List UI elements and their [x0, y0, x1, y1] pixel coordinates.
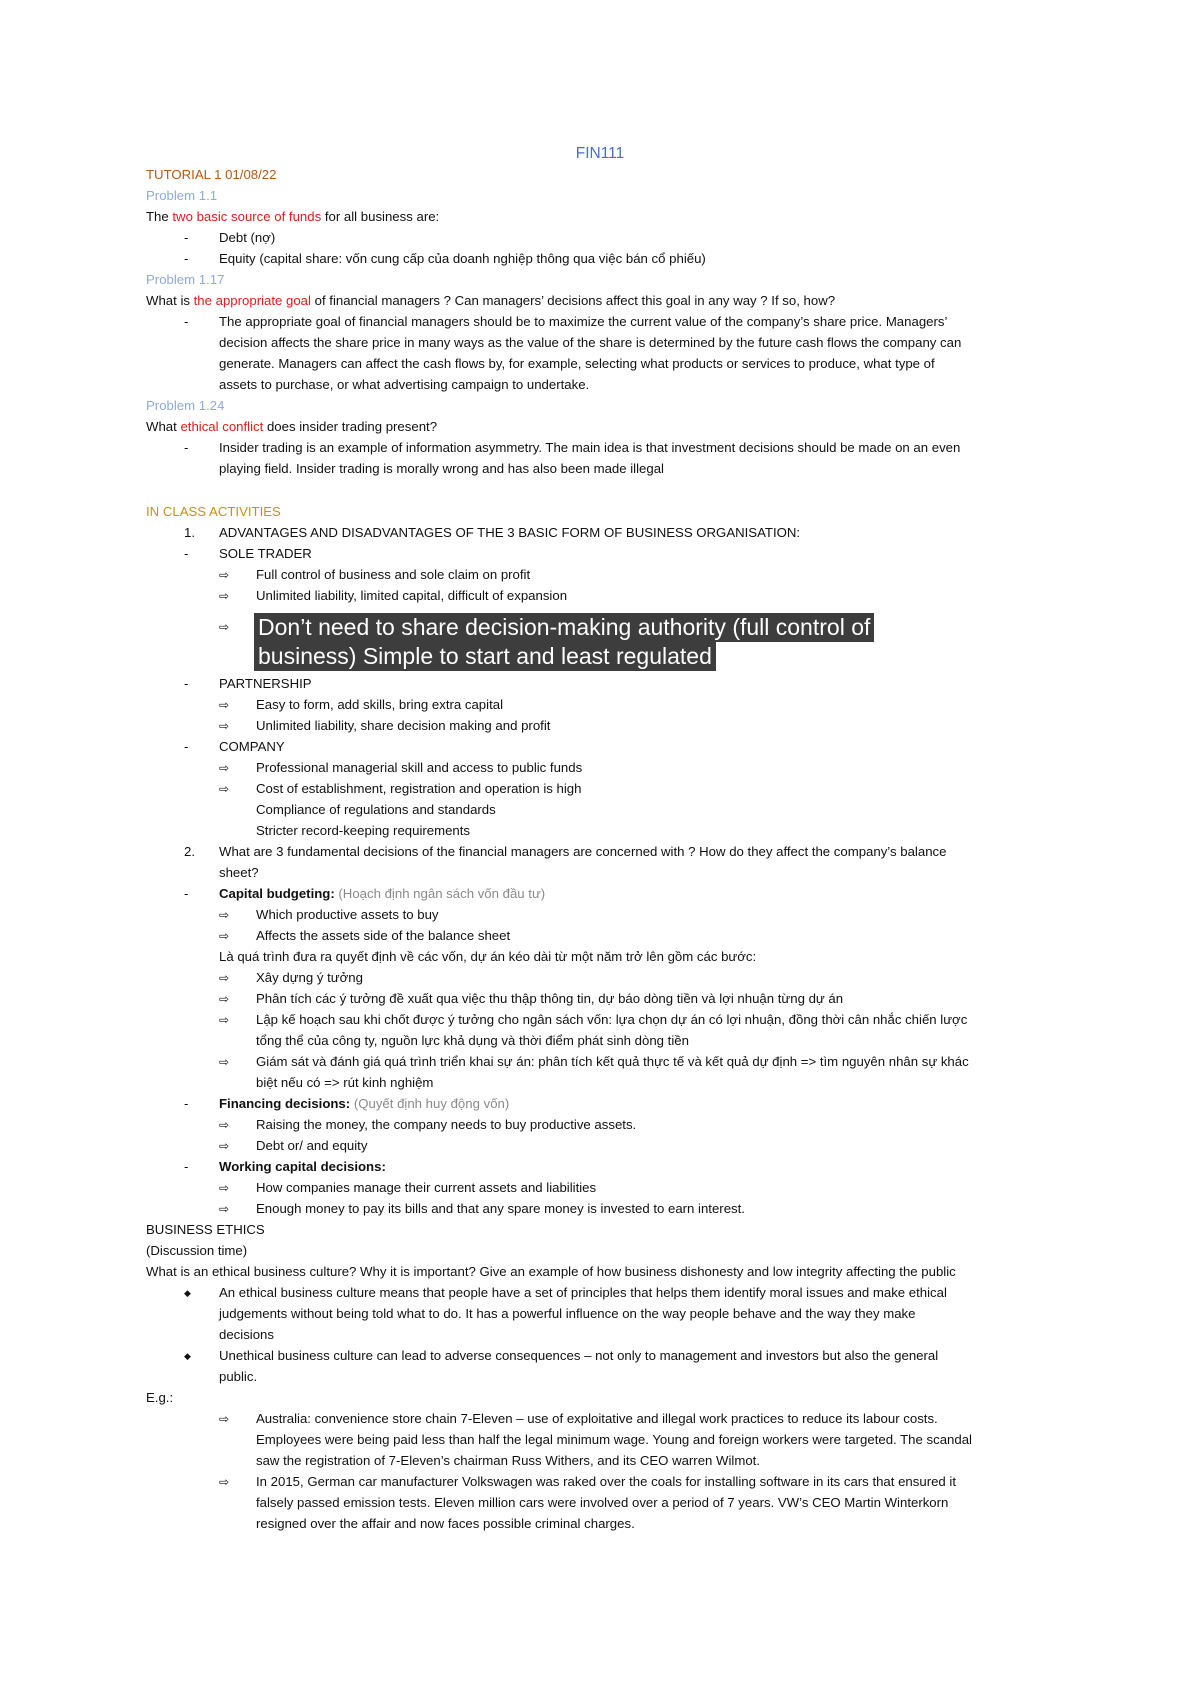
list-number: 2.	[184, 844, 195, 859]
subheading: SOLE TRADER	[219, 546, 312, 561]
problem-question: What is the appropriate goal of financial managers ? Can managers’ decisions affect this goal in any way ? If so, how?	[146, 293, 836, 308]
subheading: COMPANY	[219, 739, 285, 754]
question-line: ADVANTAGES AND DISADVANTAGES OF THE 3 BASIC FORM OF BUSINESS ORGANISATION:	[219, 525, 801, 540]
dash-bullet: -	[184, 1096, 189, 1111]
list-item: Unlimited liability, share decision making and profit	[256, 718, 551, 733]
arrow-bullet-icon: ⇨	[219, 929, 230, 943]
dash-bullet: -	[184, 314, 189, 329]
list-item: Giám sát và đánh giá quá trình triển khai sự án: phân tích kết quả thực tế và kết quả dự định => tìm nguyên nhân sự khác	[256, 1054, 969, 1069]
subheading: PARTNERSHIP	[219, 676, 312, 691]
arrow-bullet-icon: ⇨	[219, 1139, 230, 1153]
arrow-bullet-icon: ⇨	[219, 971, 230, 985]
list-item: Enough money to pay its bills and that any spare money is invested to earn interest.	[256, 1201, 745, 1216]
question-line: What is an ethical business culture? Why it is important? Give an example of how business dishonesty and low integrity affecting the public	[146, 1264, 956, 1279]
list-item: Debt or/ and equity	[256, 1138, 368, 1153]
dash-bullet: -	[184, 886, 189, 901]
example-line: saw the registration of 7-Eleven’s chairman Russ Withers, and its CEO warren Wilmot.	[256, 1453, 760, 1468]
dash-bullet: -	[184, 440, 189, 455]
arrow-bullet-icon: ⇨	[219, 761, 230, 775]
dash-bullet: -	[184, 230, 189, 245]
list-item: Raising the money, the company needs to buy productive assets.	[256, 1117, 637, 1132]
example-line: resigned over the affair and now faces possible criminal charges.	[256, 1516, 635, 1531]
arrow-bullet-icon: ⇨	[219, 1475, 230, 1489]
list-item: Which productive assets to buy	[256, 907, 439, 922]
list-number: 1.	[184, 525, 195, 540]
arrow-bullet-icon: ⇨	[219, 589, 230, 603]
answer-line: Insider trading is an example of information asymmetry. The main idea is that investment decisions should be made on an even	[219, 440, 961, 455]
dash-bullet: -	[184, 739, 189, 754]
problem-heading: Problem 1.17	[146, 272, 225, 287]
question-line: What are 3 fundamental decisions of the financial managers are concerned with ? How do they affect the company’s balance	[219, 844, 947, 859]
answer-line: assets to purchase, or what advertising campaign to undertake.	[219, 377, 590, 392]
list-item: tổng thể của công ty, nguồn lực khả dụng và thời điểm phát sinh dòng tiền	[256, 1033, 689, 1048]
subheading: Capital budgeting: (Hoạch định ngân sách vốn đầu tư)	[219, 886, 546, 901]
list-item: Phân tích các ý tưởng đề xuất qua việc thu thập thông tin, dự báo dòng tiền và lợi nhuận từng dự án	[256, 991, 844, 1006]
list-item: Xây dựng ý tưởng	[256, 970, 363, 985]
dash-bullet: -	[184, 1159, 189, 1174]
arrow-bullet-icon: ⇨	[219, 620, 230, 634]
list-item: Compliance of regulations and standards	[256, 802, 496, 817]
answer-line: An ethical business culture means that people have a set of principles that helps them identify moral issues and make ethical	[219, 1285, 947, 1300]
question-line: sheet?	[219, 865, 259, 880]
list-item: Equity (capital share: vốn cung cấp của doanh nghiệp thông qua việc bán cổ phiếu)	[219, 251, 706, 266]
arrow-bullet-icon: ⇨	[219, 719, 230, 733]
subheading: Financing decisions: (Quyết định huy động vốn)	[219, 1096, 510, 1111]
arrow-bullet-icon: ⇨	[219, 1055, 230, 1069]
arrow-bullet-icon: ⇨	[219, 698, 230, 712]
dash-bullet: -	[184, 676, 189, 691]
list-item: Full control of business and sole claim on profit	[256, 567, 531, 582]
list-item: Professional managerial skill and access to public funds	[256, 760, 583, 775]
highlighted-text	[254, 613, 874, 671]
arrow-bullet-icon: ⇨	[219, 1202, 230, 1216]
example-line: falsely passed emission tests. Eleven million cars were involved over a period of 7 years. VW’s CEO Martin Winterkorn	[256, 1495, 949, 1510]
arrow-bullet-icon: ⇨	[219, 1412, 230, 1426]
answer-line: generate. Managers can affect the cash flows by, for example, selecting what products or services to produce, what type of	[219, 356, 935, 371]
example-line: In 2015, German car manufacturer Volkswagen was raked over the coals for installing software in its cars that ensured it	[256, 1474, 957, 1489]
answer-line: playing field. Insider trading is morally wrong and has also been made illegal	[219, 461, 664, 476]
highlight-line: Don’t need to share decision-making authority (full control of	[254, 613, 874, 642]
arrow-bullet-icon: ⇨	[219, 992, 230, 1006]
arrow-bullet-icon: ⇨	[219, 782, 230, 796]
arrow-bullet-icon: ⇨	[219, 1013, 230, 1027]
answer-line: decisions	[219, 1327, 274, 1342]
dash-bullet: -	[184, 546, 189, 561]
answer-line: public.	[219, 1369, 258, 1384]
paragraph: Là quá trình đưa ra quyết định về các vốn, dự án kéo dài từ một năm trở lên gồm các bước:	[219, 949, 757, 964]
answer-line: The appropriate goal of financial managers should be to maximize the current value of the company’s share price. Managers’	[219, 314, 948, 329]
answer-line: decision affects the share price in many ways as the value of the share is determined by the future cash flows the company can	[219, 335, 962, 350]
list-item: Cost of establishment, registration and operation is high	[256, 781, 582, 796]
list-item: Debt (nợ)	[219, 230, 276, 245]
list-item: Affects the assets side of the balance sheet	[256, 928, 511, 943]
highlight-line: business) Simple to start and least regulated	[254, 642, 716, 671]
arrow-bullet-icon: ⇨	[219, 568, 230, 582]
arrow-bullet-icon: ⇨	[219, 908, 230, 922]
arrow-bullet-icon: ⇨	[219, 1118, 230, 1132]
list-item: How companies manage their current assets and liabilities	[256, 1180, 597, 1195]
answer-line: judgements without being told what to do. It has a powerful influence on the way people behave and the way they make	[219, 1306, 916, 1321]
tutorial-heading: TUTORIAL 1 01/08/22	[146, 167, 277, 182]
list-item: Unlimited liability, limited capital, difficult of expansion	[256, 588, 568, 603]
example-line: Employees were being paid less than half the legal minimum wage. Young and foreign workers were targeted. The scandal	[256, 1432, 972, 1447]
section-heading: BUSINESS ETHICS	[146, 1222, 265, 1237]
list-item: Easy to form, add skills, bring extra capital	[256, 697, 504, 712]
example-label: E.g.:	[146, 1390, 174, 1405]
problem-question: What ethical conflict does insider trading present?	[146, 419, 438, 434]
answer-line: Unethical business culture can lead to adverse consequences – not only to management and investors but also the general	[219, 1348, 939, 1363]
problem-heading: Problem 1.1	[146, 188, 218, 203]
example-line: Australia: convenience store chain 7-Eleven – use of exploitative and illegal work practices to reduce its labour costs.	[256, 1411, 938, 1426]
dash-bullet: -	[184, 251, 189, 266]
arrow-bullet-icon: ⇨	[219, 1181, 230, 1195]
document-title: FIN111	[575, 145, 625, 162]
section-subheading: (Discussion time)	[146, 1243, 248, 1258]
subheading: Working capital decisions:	[219, 1159, 386, 1174]
list-item: Stricter record-keeping requirements	[256, 823, 471, 838]
problem-question: The two basic source of funds for all business are:	[146, 209, 440, 224]
list-item: biệt nếu có => rút kinh nghiệm	[256, 1075, 434, 1090]
list-item: Lập kế hoạch sau khi chốt được ý tưởng cho ngân sách vốn: lựa chọn dự án có lợi nhuận, đồng thời cân nhắc chiến lược	[256, 1012, 968, 1027]
section-heading: IN CLASS ACTIVITIES	[146, 504, 281, 519]
diamond-bullet-icon: ◆	[184, 1288, 191, 1298]
diamond-bullet-icon: ◆	[184, 1351, 191, 1361]
problem-heading: Problem 1.24	[146, 398, 225, 413]
